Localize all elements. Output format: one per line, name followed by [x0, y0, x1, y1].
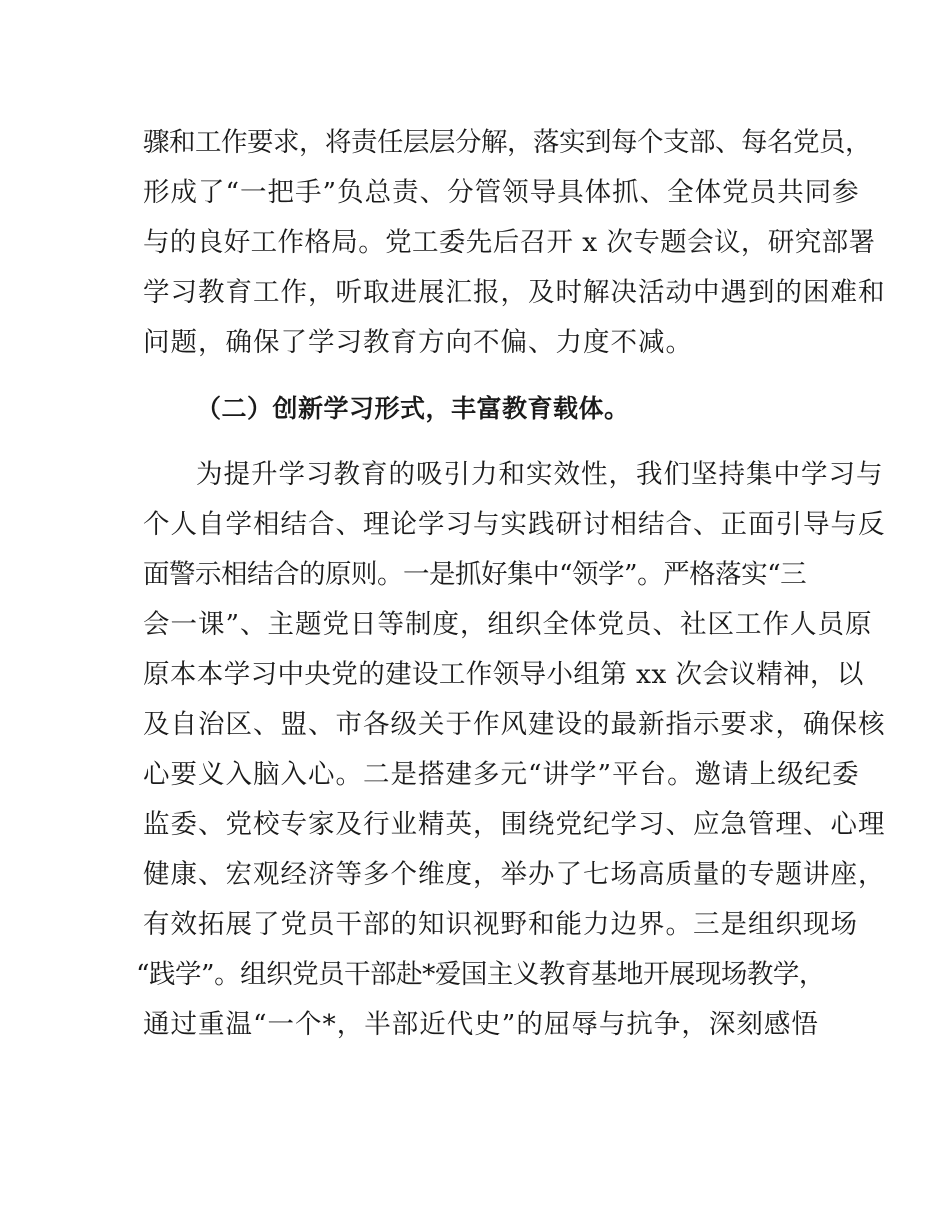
paragraph1-line-1: 骤和工作要求，将责任层层分解，落实到每个支部、每名党员，: [143, 127, 871, 158]
paragraph2-line-7: 心要义入脑入心。二是搭建多元“讲学”平台。邀请上级纪委: [143, 759, 860, 790]
paragraph2-line-3: 面警示相结合的原则。一是抓好集中“领学”。严格落实“三: [143, 559, 807, 590]
paragraph2-line-9: 健康、宏观经济等多个维度，举办了七场高质量的专题讲座，: [143, 859, 886, 890]
paragraph2-line-10: 有效拓展了党员干部的知识视野和能力边界。三是组织现场: [143, 909, 858, 940]
paragraph2-line-12: 通过重温“一个*，半部近代史”的屈辱与抗争，深刻感悟: [143, 1009, 819, 1040]
paragraph2-line-1: 为提升学习教育的吸引力和实效性，我们坚持集中学习与: [196, 459, 884, 490]
paragraph2-line-4: 会一课”、主题党日等制度，组织全体党员、社区工作人员原: [143, 609, 873, 640]
paragraph2-line-6: 及自治区、盟、市各级关于作风建设的最新指示要求，确保核: [143, 709, 886, 740]
paragraph2-line-11: “践学”。组织党员干部赴*爱国主义教育基地开展现场教学，: [136, 959, 825, 990]
paragraph2-line-5: 原本本学习中央党的建设工作领导小组第 xx 次会议精神，以: [143, 659, 864, 690]
paragraph1-line-2: 形成了“一把手”负总责、分管领导具体抓、全体党员共同参: [143, 177, 860, 208]
paragraph1-line-4: 学习教育工作，听取进展汇报，及时解决活动中遇到的困难和: [143, 277, 886, 308]
paragraph2-line-8: 监委、党校专家及行业精英，围绕党纪学习、应急管理、心理: [143, 809, 886, 840]
paragraph1-line-5: 问题，确保了学习教育方向不偏、力度不减。: [143, 327, 693, 358]
paragraph1-line-3: 与的良好工作格局。党工委先后召开 x 次专题会议，研究部署: [143, 227, 876, 258]
paragraph2-line-2: 个人自学相结合、理论学习与实践研讨相结合、正面引导与反: [143, 509, 886, 540]
section-heading: （二）创新学习形式，丰富教育载体。: [196, 394, 630, 423]
